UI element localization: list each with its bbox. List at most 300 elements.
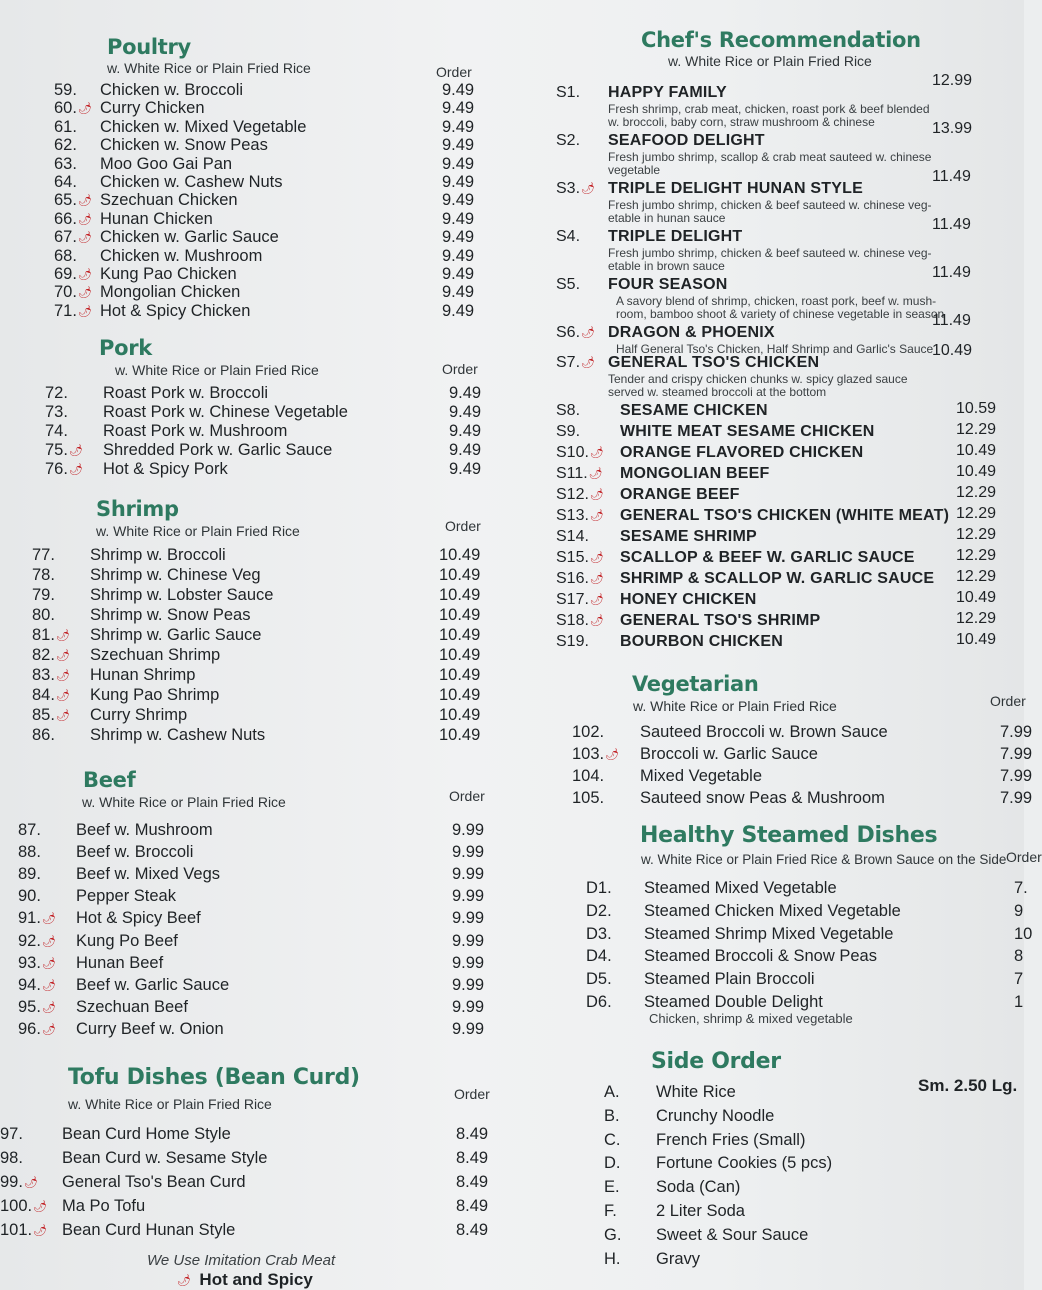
item-price: 9.99: [452, 975, 485, 994]
item-number: [32, 605, 90, 625]
item-list: [586, 822, 1033, 1012]
item-number-text: S10.: [556, 444, 589, 461]
chili-pepper-icon: 🌶: [588, 468, 603, 480]
item-number: [556, 402, 580, 420]
item-description: served w. steamed broccoli at the bottom: [608, 385, 827, 399]
item-number: [18, 953, 76, 974]
item-number: [556, 591, 604, 609]
item-price: 10.49: [439, 706, 481, 724]
item-price: 12.29: [956, 421, 997, 438]
item-price: 10.49: [956, 463, 997, 480]
section-title: Healthy Steamed Dishes: [640, 823, 938, 848]
chili-pepper-icon: 🌶: [589, 594, 604, 606]
item-number: [0, 1220, 62, 1241]
item-number-text: 96.: [18, 1019, 41, 1038]
item-number-text: 88.: [18, 843, 41, 862]
item-price: 9.99: [452, 887, 485, 906]
chili-pepper-icon: 🌶: [589, 447, 604, 459]
item-number-text: D.: [604, 1154, 621, 1173]
section-beef: [18, 766, 500, 1056]
section-subtitle: w. White Rice or Plain Fried Rice: [633, 698, 837, 714]
menu-item: [45, 402, 500, 422]
item-name: GENERAL TSO'S CHICKEN: [608, 354, 820, 371]
menu-item: [54, 154, 494, 174]
item-number-text: S3.: [556, 180, 581, 197]
section-poultry: [50, 33, 500, 323]
item-number-text: S18.: [556, 612, 589, 629]
item-number: [572, 788, 640, 808]
item-name: Mixed Vegetable: [640, 767, 763, 785]
item-number-text: G.: [604, 1225, 622, 1244]
menu-item: [32, 725, 500, 745]
item-name: Szechuan Shrimp: [90, 646, 221, 664]
item-number: [556, 549, 604, 567]
item-name: Mongolian Chicken: [100, 283, 241, 302]
chili-pepper-icon: 🌶: [581, 327, 595, 339]
item-name: TRIPLE DELIGHT HUNAN STYLE: [608, 180, 863, 197]
item-name: Beef w. Mushroom: [76, 821, 213, 839]
menu-item: [604, 1225, 1024, 1245]
item-number-text: E.: [604, 1178, 620, 1197]
item-price: 9.49: [442, 246, 475, 265]
item-number: [556, 180, 595, 198]
item-number: [604, 1225, 656, 1245]
item-price: 9.49: [449, 441, 482, 459]
menu-item: [54, 227, 494, 247]
menu-item: [586, 878, 1028, 898]
item-number: [556, 354, 595, 372]
chef-item: [550, 400, 1024, 420]
item-name: SCALLOP & BEEF W. GARLIC SAUCE: [620, 549, 915, 566]
item-number: [18, 908, 76, 929]
section-subtitle: w. White Rice or Plain Fried Rice: [68, 1096, 272, 1112]
menu-item: [45, 440, 500, 460]
item-number-text: 72.: [45, 384, 68, 402]
chili-pepper-icon: 🌶: [581, 357, 595, 369]
item-number: [604, 1153, 656, 1173]
chili-pepper-icon: 🌶: [41, 1001, 56, 1014]
item-number-text: 60.: [54, 99, 77, 118]
item-number: [18, 864, 76, 884]
item-price: 9.49: [442, 191, 475, 210]
chili-pepper-icon: 🌶: [77, 269, 92, 281]
item-number: [45, 459, 103, 480]
item-price: 11.49: [932, 168, 971, 185]
item-price: 10.49: [956, 631, 997, 648]
item-price: 11.49: [932, 264, 971, 281]
item-name: WHITE MEAT SESAME CHICKEN: [620, 423, 875, 440]
chili-pepper-icon: 🌶: [589, 615, 604, 627]
item-number-text: 103.: [572, 745, 605, 763]
item-name: DRAGON & PHOENIX: [608, 324, 775, 341]
menu-item: [54, 282, 494, 302]
chili-pepper-icon: 🌶: [41, 979, 56, 992]
chili-pepper-icon: 🌶: [55, 690, 70, 702]
item-name: 2 Liter Soda: [656, 1202, 745, 1220]
menu-item: [32, 645, 500, 665]
chili-pepper-icon: 🌶: [177, 1275, 191, 1287]
menu-item: [18, 1019, 500, 1039]
menu-item: [54, 172, 494, 192]
legend-hot-spicy-label: Hot and Spicy: [199, 1270, 313, 1289]
item-name: FOUR SEASON: [608, 276, 728, 293]
menu-item: [18, 864, 500, 884]
menu-item: [54, 209, 494, 229]
item-price: 9.49: [442, 99, 475, 118]
item-price: 10.49: [439, 666, 481, 684]
section-subtitle: w. White Rice or Plain Fried Rice: [115, 362, 319, 378]
item-number: [556, 228, 580, 246]
menu-item: [604, 1082, 1024, 1102]
item-price: 10.59: [956, 400, 997, 417]
item-number-text: S2.: [556, 132, 581, 149]
item-number-text: 97.: [0, 1125, 23, 1143]
item-price: 12.29: [956, 484, 997, 501]
item-number: [586, 878, 644, 898]
chili-pepper-icon: 🌶: [41, 957, 56, 970]
item-number: [572, 766, 640, 786]
item-price: 12.29: [956, 568, 997, 585]
item-name: SESAME SHRIMP: [620, 528, 757, 545]
chef-item: [550, 610, 1024, 630]
item-name: HONEY CHICKEN: [620, 591, 757, 608]
item-number: [32, 645, 90, 666]
menu-item: [54, 190, 494, 210]
menu-item: [0, 1124, 500, 1144]
item-name: SESAME CHICKEN: [620, 402, 768, 419]
menu-item: [572, 744, 1033, 764]
item-name: Beef w. Garlic Sauce: [76, 975, 230, 994]
order-header: Order: [454, 1086, 490, 1102]
item-number: [556, 444, 604, 462]
item-number: [556, 465, 603, 483]
item-price: 8: [1014, 947, 1024, 966]
item-number: [556, 324, 595, 342]
item-number-text: S16.: [556, 570, 589, 587]
chef-item: [550, 631, 1024, 651]
item-name: SHRIMP & SCALLOP W. GARLIC SAUCE: [620, 570, 935, 587]
order-header: Order: [442, 361, 478, 377]
section-title: Beef: [83, 768, 136, 792]
chef-item: [550, 589, 1024, 609]
item-name: Szechuan Beef: [76, 997, 188, 1016]
item-list: [18, 766, 500, 1056]
item-number-text: S6.: [556, 324, 581, 341]
item-name: Hunan Chicken: [100, 209, 213, 228]
item-price: 10.49: [439, 686, 481, 704]
item-name: Ma Po Tofu: [62, 1197, 146, 1215]
item-description: Tender and crispy chicken chunks w. spicy glazed sauce: [608, 372, 908, 386]
item-name: Bean Curd Hunan Style: [62, 1221, 236, 1239]
item-price: 10.49: [439, 546, 481, 564]
item-name: Kung Pao Shrimp: [90, 686, 220, 704]
chef-item: [550, 463, 1024, 483]
chili-pepper-icon: 🌶: [589, 573, 604, 585]
item-number-text: 77.: [32, 546, 55, 564]
item-description: etable in hunan sauce: [608, 211, 726, 225]
chef-item: [550, 526, 1024, 546]
menu-item: [54, 117, 494, 137]
item-number: [604, 1201, 656, 1221]
item-list: [54, 33, 494, 323]
chef-item: [550, 568, 1024, 588]
item-number-text: 75.: [45, 441, 68, 459]
chili-pepper-icon: 🌶: [68, 445, 83, 457]
item-number-text: S8.: [556, 402, 581, 419]
menu-item: [32, 705, 500, 725]
menu-item: [586, 924, 1033, 944]
item-price: 9.99: [452, 1019, 485, 1038]
section-healthy-steamed: [584, 822, 1042, 1032]
item-price: 9.49: [442, 209, 475, 228]
chef-item: [550, 421, 1024, 441]
item-number: [0, 1196, 62, 1217]
item-name: Sauteed snow Peas & Mushroom: [640, 789, 885, 807]
item-number: [32, 725, 90, 745]
order-header: Order: [990, 693, 1026, 709]
item-number-text: 83.: [32, 666, 55, 684]
menu-item: [54, 135, 494, 155]
menu-item: [0, 1220, 500, 1240]
menu-item: [32, 665, 500, 685]
menu-item: [18, 842, 500, 862]
item-price: 9.49: [442, 283, 475, 302]
chili-pepper-icon: 🌶: [33, 1201, 48, 1213]
item-name: Shredded Pork w. Garlic Sauce: [103, 441, 333, 459]
item-name: HAPPY FAMILY: [608, 84, 727, 101]
menu-item: [572, 766, 1033, 786]
item-number: [0, 1148, 62, 1168]
item-description: etable in brown sauce: [608, 259, 725, 273]
section-chefs-recommendation: [550, 26, 1024, 666]
item-number: [586, 992, 644, 1012]
item-price: 9: [1014, 901, 1024, 920]
menu-item: [18, 975, 500, 995]
item-number: [32, 625, 90, 646]
item-name: Moo Goo Gai Pan: [100, 154, 233, 173]
item-number-text: 101.: [0, 1221, 33, 1239]
item-number-text: S11.: [556, 465, 588, 482]
item-price: 7.99: [1000, 723, 1033, 741]
chili-pepper-icon: 🌶: [77, 103, 92, 116]
menu-item: [604, 1106, 1024, 1126]
menu-item: [572, 788, 1033, 808]
section-shrimp: [30, 495, 500, 750]
item-number: [556, 633, 589, 651]
section-title: Shrimp: [96, 497, 179, 521]
item-name: GENERAL TSO'S CHICKEN (WHITE MEAT): [620, 507, 950, 524]
item-price: 9.49: [442, 228, 475, 247]
item-name: French Fries (Small): [656, 1130, 806, 1149]
item-number-text: 102.: [572, 723, 605, 741]
item-name: Steamed Double Delight: [644, 993, 823, 1011]
order-header: Order: [449, 788, 485, 804]
item-number: [556, 528, 589, 546]
chili-pepper-icon: 🌶: [41, 913, 56, 926]
legend-hot-spicy: [176, 1270, 313, 1290]
menu-item: [32, 565, 500, 585]
item-number-text: A.: [604, 1083, 620, 1101]
item-name: Broccoli w. Garlic Sauce: [640, 745, 818, 763]
item-name: Chicken w. Snow Peas: [100, 136, 268, 155]
chili-pepper-icon: 🌶: [23, 1177, 38, 1189]
item-price: 11.49: [932, 216, 971, 233]
chili-pepper-icon: 🌶: [41, 935, 56, 948]
item-price: 8.49: [456, 1197, 489, 1215]
item-number: [572, 744, 640, 765]
item-number-text: 99.: [0, 1173, 23, 1191]
chili-pepper-icon: 🌶: [77, 232, 92, 245]
chef-item-list: [550, 26, 1024, 666]
menu-item: [18, 886, 500, 906]
item-number-text: D4.: [586, 947, 612, 966]
menu-item: [604, 1153, 1024, 1173]
item-price: 12.29: [956, 526, 997, 543]
item-name: Roast Pork w. Chinese Vegetable: [103, 403, 348, 421]
item-list: [604, 1048, 1024, 1290]
menu-item: [604, 1201, 1024, 1221]
item-price: 10.49: [932, 342, 973, 359]
item-name: Shrimp w. Broccoli: [90, 546, 226, 564]
order-header: Order: [445, 518, 481, 534]
item-name: Bean Curd w. Sesame Style: [62, 1149, 268, 1167]
menu-item: [54, 80, 494, 100]
item-name: ORANGE FLAVORED CHICKEN: [620, 444, 864, 461]
item-name: Chicken w. Mixed Vegetable: [100, 117, 307, 136]
item-number: [604, 1177, 656, 1197]
item-number: [54, 301, 100, 322]
item-number-text: B.: [604, 1106, 620, 1125]
item-name: Kung Po Beef: [76, 931, 178, 950]
item-name: Shrimp w. Snow Peas: [90, 606, 251, 624]
item-number-text: D6.: [586, 993, 612, 1011]
menu-item: [604, 1177, 1024, 1197]
item-number: [586, 969, 644, 989]
item-number-text: 81.: [32, 626, 55, 644]
chili-pepper-icon: 🌶: [581, 183, 595, 195]
item-number-text: 69.: [54, 265, 77, 283]
item-name: MONGOLIAN BEEF: [620, 465, 770, 482]
chef-item: [550, 442, 1024, 462]
item-number: [18, 842, 76, 862]
section-title: Chef's Recommendation: [641, 28, 921, 52]
item-number: [54, 80, 100, 100]
item-price: 10.49: [439, 726, 481, 744]
item-price: 10.49: [439, 646, 481, 664]
item-price: 9.49: [442, 265, 475, 283]
item-number-text: 62.: [54, 136, 77, 155]
item-number-text: S1.: [556, 84, 581, 101]
item-name: Sweet & Sour Sauce: [656, 1225, 809, 1244]
section-side-order: [600, 1048, 1024, 1290]
item-number: [18, 931, 76, 952]
item-number: [54, 246, 100, 266]
section-title: Poultry: [107, 35, 191, 59]
item-price: 9.99: [452, 931, 485, 950]
item-name: Shrimp w. Lobster Sauce: [90, 586, 274, 604]
item-number: [18, 886, 76, 906]
item-number: [18, 997, 76, 1018]
item-name: Steamed Chicken Mixed Vegetable: [644, 901, 901, 920]
item-number-text: 85.: [32, 706, 55, 724]
chili-pepper-icon: 🌶: [55, 650, 70, 662]
item-number-text: 61.: [54, 117, 77, 136]
item-number-text: 86.: [32, 726, 55, 744]
item-number: [32, 545, 90, 565]
item-number: [586, 901, 644, 921]
item-price: 9.49: [442, 117, 475, 136]
item-name: General Tso's Bean Curd: [62, 1173, 246, 1191]
item-number: [0, 1172, 62, 1193]
section-subtitle: w. White Rice or Plain Fried Rice: [82, 794, 286, 810]
item-number-text: 74.: [45, 422, 68, 440]
item-name: Shrimp w. Garlic Sauce: [90, 626, 262, 644]
item-name: ORANGE BEEF: [620, 486, 740, 503]
chili-pepper-icon: 🌶: [589, 489, 604, 501]
chili-pepper-icon: 🌶: [589, 510, 604, 522]
item-price: 7.99: [1000, 745, 1033, 763]
menu-item: [586, 992, 1024, 1012]
item-name: Steamed Plain Broccoli: [644, 970, 815, 989]
menu-item: [32, 605, 500, 625]
item-number: [556, 84, 580, 102]
item-price: 12.29: [956, 505, 997, 522]
chili-pepper-icon: 🌶: [77, 287, 92, 300]
section-title: Pork: [99, 336, 152, 360]
item-price: 10.49: [956, 442, 997, 459]
item-price: 7.99: [1000, 789, 1033, 807]
item-number: [556, 423, 580, 441]
item-number-text: S15.: [556, 549, 589, 566]
item-number-text: 59.: [54, 81, 77, 99]
item-number: [54, 154, 100, 174]
item-name: Shrimp w. Chinese Veg: [90, 566, 261, 584]
menu-item: [0, 1148, 500, 1168]
item-number-text: 93.: [18, 953, 41, 972]
menu-item: [586, 946, 1024, 966]
item-price: 12.99: [932, 72, 973, 89]
item-description: room, bamboo shoot & variety of chinese vegetable in season: [616, 307, 945, 321]
item-price: 9.49: [449, 460, 482, 478]
item-price: 10.49: [439, 606, 481, 624]
item-name: Steamed Mixed Vegetable: [644, 879, 837, 897]
menu-item: [18, 997, 500, 1017]
item-number: [32, 685, 90, 706]
item-number-text: S13.: [556, 507, 589, 524]
item-name: TRIPLE DELIGHT: [608, 228, 743, 245]
item-number-text: 64.: [54, 173, 77, 191]
item-price: 9.99: [452, 843, 485, 862]
item-description: Chicken, shrimp & mixed vegetable: [649, 1011, 853, 1026]
item-list: [0, 1062, 500, 1247]
item-number-text: 67.: [54, 228, 77, 247]
item-number-text: S19.: [556, 633, 589, 650]
item-number-text: 78.: [32, 566, 55, 584]
item-number-text: 94.: [18, 975, 41, 994]
section-vegetarian: [566, 670, 1033, 810]
item-number: [586, 924, 644, 944]
chef-item: [550, 547, 1024, 567]
item-number: [32, 665, 90, 686]
item-number: [18, 1019, 76, 1040]
item-list: [32, 495, 500, 750]
item-number-text: D5.: [586, 970, 612, 989]
item-price: 12.29: [956, 547, 997, 564]
item-price: 9.49: [449, 384, 482, 402]
item-number-text: 65.: [54, 191, 77, 210]
item-number-text: 104.: [572, 767, 605, 785]
item-name: Sauteed Broccoli w. Brown Sauce: [640, 723, 888, 741]
